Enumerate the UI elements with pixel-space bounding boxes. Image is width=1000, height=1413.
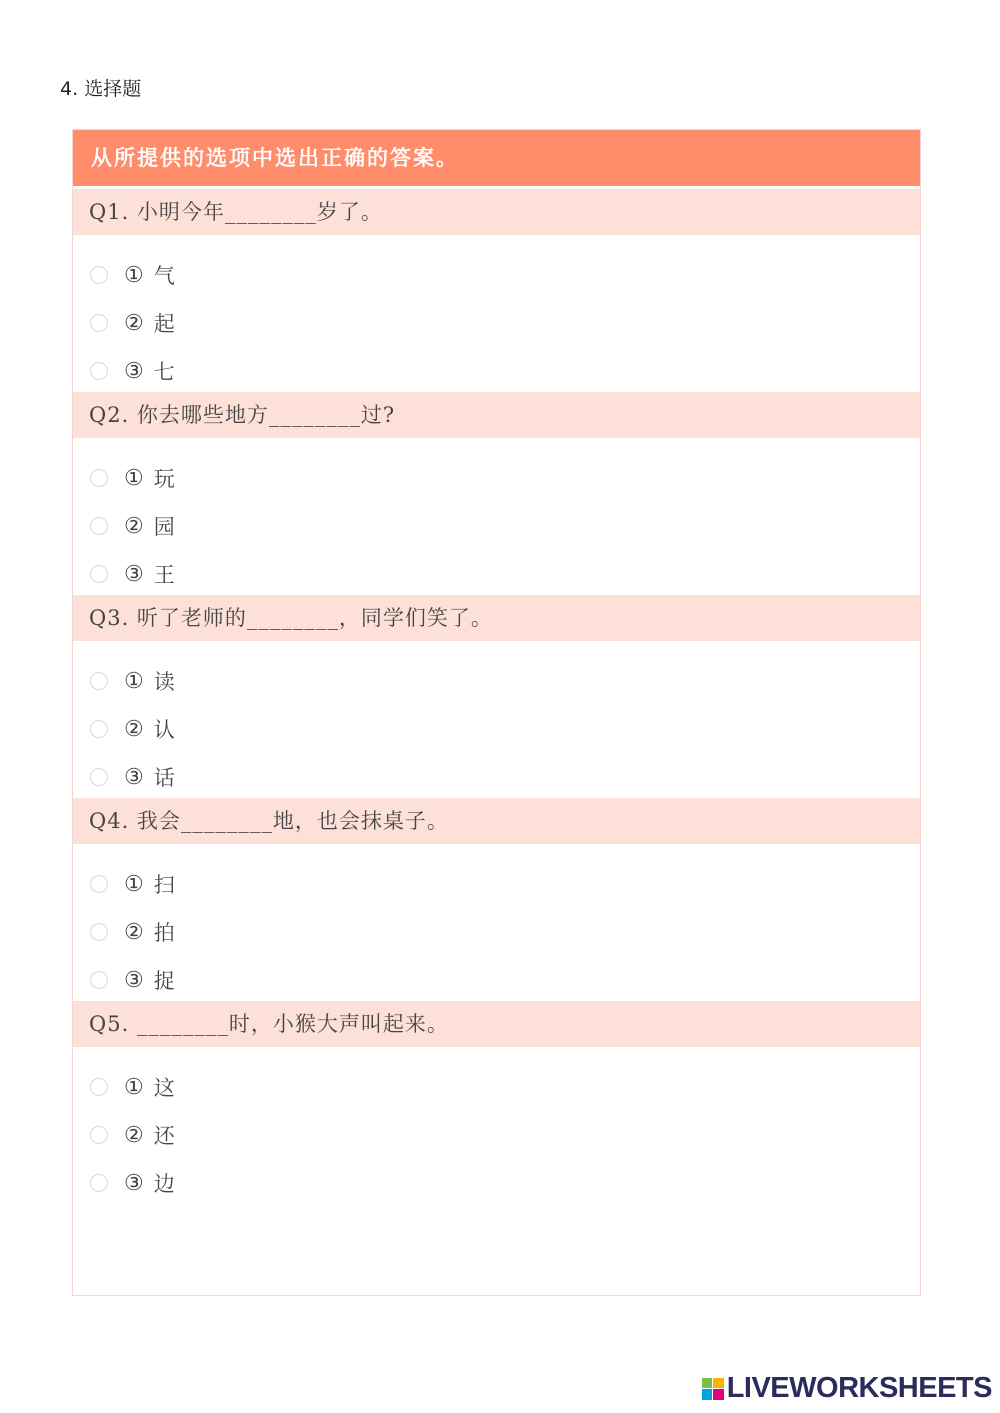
option-row[interactable]	[73, 705, 920, 753]
question-card	[72, 129, 921, 1296]
question-1	[73, 189, 920, 392]
option-label: 捉	[153, 969, 175, 993]
option-number: ②	[124, 310, 144, 336]
option-label: 还	[153, 1124, 175, 1148]
section-number: 4.	[60, 78, 79, 100]
option-label: 王	[153, 563, 175, 587]
logo-text: LIVEWORKSHEETS	[726, 1372, 992, 1404]
section-title	[60, 74, 141, 101]
option-label: 扫	[153, 873, 175, 897]
option-number: ①	[124, 871, 144, 897]
radio-button[interactable]	[90, 768, 108, 786]
radio-button[interactable]	[90, 875, 108, 893]
radio-button[interactable]	[90, 469, 108, 487]
option-number: ②	[124, 513, 144, 539]
option-number: ①	[124, 1074, 144, 1100]
question-prompt: Q5. ________时，小猴大声叫起来。	[73, 1001, 920, 1047]
option-list	[73, 1047, 920, 1204]
option-row[interactable]	[73, 299, 920, 347]
option-number: ③	[124, 358, 144, 384]
option-number: ①	[124, 668, 144, 694]
option-list	[73, 641, 920, 798]
radio-button[interactable]	[90, 314, 108, 332]
radio-button[interactable]	[90, 720, 108, 738]
option-label: 七	[153, 360, 175, 384]
option-row[interactable]	[73, 347, 920, 395]
option-number: ②	[124, 1122, 144, 1148]
question-3	[73, 595, 920, 798]
option-label: 玩	[153, 467, 175, 491]
option-list	[73, 438, 920, 595]
section-title-text: 选择题	[84, 78, 142, 100]
option-number: ①	[124, 262, 144, 288]
radio-button[interactable]	[90, 517, 108, 535]
option-row[interactable]	[73, 1111, 920, 1159]
option-number: ②	[124, 919, 144, 945]
question-2	[73, 392, 920, 595]
option-row[interactable]	[73, 1063, 920, 1111]
option-list	[73, 235, 920, 392]
option-row[interactable]	[73, 251, 920, 299]
option-number: ③	[124, 561, 144, 587]
option-number: ③	[124, 967, 144, 993]
radio-button[interactable]	[90, 362, 108, 380]
radio-button[interactable]	[90, 1174, 108, 1192]
question-prompt: Q4. 我会________地，也会抹桌子。	[73, 798, 920, 844]
option-label: 起	[153, 312, 175, 336]
option-row[interactable]	[73, 657, 920, 705]
question-prompt: Q2. 你去哪些地方________过?	[73, 392, 920, 438]
option-row[interactable]	[73, 454, 920, 502]
question-prompt: Q1. 小明今年________岁了。	[73, 189, 920, 235]
radio-button[interactable]	[90, 923, 108, 941]
question-4	[73, 798, 920, 1001]
option-number: ①	[124, 465, 144, 491]
option-label: 边	[153, 1172, 175, 1196]
question-prompt: Q3. 听了老师的________，同学们笑了。	[73, 595, 920, 641]
option-row[interactable]	[73, 550, 920, 598]
option-label: 这	[153, 1076, 175, 1100]
instruction-banner: 从所提供的选项中选出正确的答案。	[73, 130, 920, 186]
radio-button[interactable]	[90, 1078, 108, 1096]
option-number: ③	[124, 764, 144, 790]
option-row[interactable]	[73, 956, 920, 1004]
option-label: 读	[153, 670, 175, 694]
question-5	[73, 1001, 920, 1204]
option-number: ②	[124, 716, 144, 742]
option-label: 园	[153, 515, 175, 539]
option-number: ③	[124, 1170, 144, 1196]
option-list	[73, 844, 920, 1001]
option-label: 话	[153, 766, 175, 790]
option-row[interactable]	[73, 1159, 920, 1207]
option-row[interactable]	[73, 502, 920, 550]
option-row[interactable]	[73, 860, 920, 908]
liveworksheets-logo	[702, 1372, 992, 1405]
option-row[interactable]	[73, 908, 920, 956]
option-label: 认	[153, 718, 175, 742]
radio-button[interactable]	[90, 971, 108, 989]
radio-button[interactable]	[90, 266, 108, 284]
radio-button[interactable]	[90, 672, 108, 690]
radio-button[interactable]	[90, 565, 108, 583]
option-row[interactable]	[73, 753, 920, 801]
option-label: 气	[153, 264, 175, 288]
logo-mark-icon	[702, 1378, 724, 1400]
option-label: 拍	[153, 921, 175, 945]
radio-button[interactable]	[90, 1126, 108, 1144]
